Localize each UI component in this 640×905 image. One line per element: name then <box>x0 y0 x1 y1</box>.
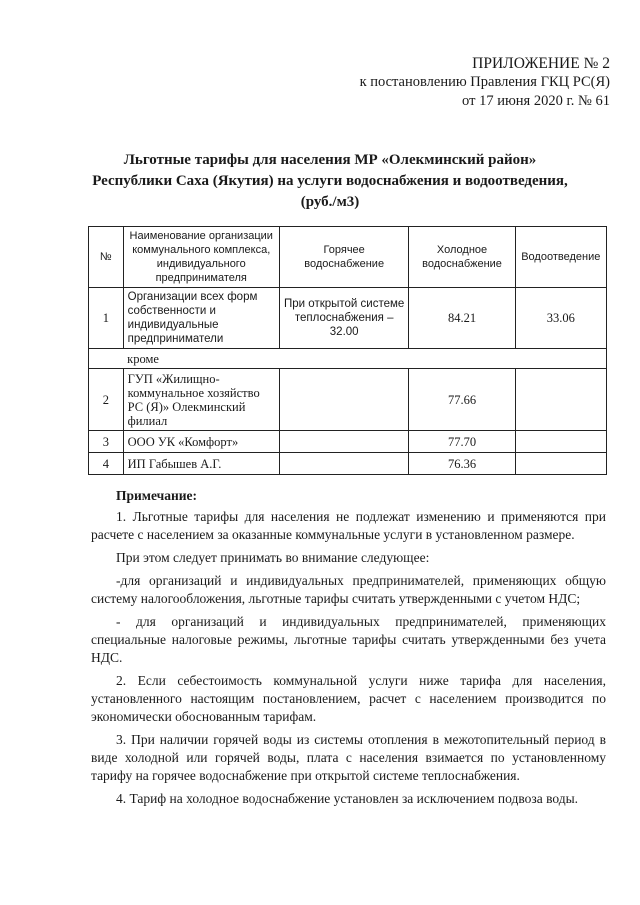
row-drainage <box>515 453 606 475</box>
row-cold-water: 84.21 <box>409 288 515 349</box>
header-org: Наименование организации коммунального комплекса, индивидуального предпринимателя <box>123 227 279 288</box>
row-cold-water: 77.70 <box>409 431 515 453</box>
row-drainage <box>515 369 606 431</box>
table-row <box>89 369 607 431</box>
table-row <box>89 431 607 453</box>
row-cold-water: 76.36 <box>409 453 515 475</box>
table-header-row <box>89 227 607 288</box>
row-hot-water <box>279 453 409 475</box>
note-paragraph-1: 1. Льготные тарифы для населения не подлежат изменению и применяются при расчете с населением за оказанные коммунальные услуги в установленном размере. <box>91 509 606 542</box>
note-paragraph-5: 2. Если себестоимость коммунальной услуги ниже тарифа для населения, установленного настоящим постановлением, расчет с населением производится по экономически обоснованным тарифам. <box>91 673 606 724</box>
row-org: ИП Габышев А.Г. <box>123 453 279 475</box>
note-paragraph-7: 4. Тариф на холодное водоснабжение установлен за исключением подвоза воды. <box>116 791 579 806</box>
row-org: Организации всех форм собственности и индивидуальные предприниматели <box>123 288 279 349</box>
row-org: ГУП «Жилищно-коммунальное хозяйство РС (Я)» Олекминский филиал <box>123 369 279 431</box>
row-num: 2 <box>89 369 124 431</box>
header-num: № <box>89 227 124 288</box>
row-hot-water: При открытой системе теплоснабжения – 32.00 <box>279 288 409 349</box>
header-hot-water: Горячее водоснабжение <box>279 227 409 288</box>
note-paragraph-4: - для организаций и индивидуальных предпринимателей, применяющих специальные налоговые режимы, льготные тарифы считать утвержденными без учета НДС. <box>91 614 606 665</box>
except-empty-cell <box>89 349 124 369</box>
row-org: ООО УК «Комфорт» <box>123 431 279 453</box>
row-num: 1 <box>89 288 124 349</box>
note-paragraph-3: -для организаций и индивидуальных предпринимателей, применяющих общую систему налогообложения, льготные тарифы считать утвержденными с учетом НДС; <box>91 573 606 606</box>
header-cold-water: Холодное водоснабжение <box>409 227 515 288</box>
note-paragraph-6: 3. При наличии горячей воды из системы отопления в межотопительный период в виде холодной или горячей воды, плата с населения взимается по установленному тарифу на горячее водоснабжение при открытой системе теплоснабжения. <box>91 732 606 783</box>
table-row <box>89 288 607 349</box>
appendix-header <box>280 54 610 111</box>
title-line-2: Республики Саха (Якутия) на услуги водоснабжения и водоотведения, <box>92 173 568 189</box>
tariff-table <box>88 226 607 475</box>
note-paragraph-2: При этом следует принимать во внимание следующее: <box>116 550 430 565</box>
except-label: кроме <box>123 349 606 369</box>
row-cold-water: 77.66 <box>409 369 515 431</box>
row-drainage <box>515 431 606 453</box>
appendix-number: ПРИЛОЖЕНИЕ № 2 <box>472 55 610 72</box>
row-num: 3 <box>89 431 124 453</box>
notes-heading: Примечание: <box>116 488 198 503</box>
row-hot-water <box>279 431 409 453</box>
header-drainage: Водоотведение <box>515 227 606 288</box>
row-drainage: 33.06 <box>515 288 606 349</box>
row-hot-water <box>279 369 409 431</box>
table-row <box>89 453 607 475</box>
title-line-1: Льготные тарифы для населения МР «Олекминский район» <box>123 152 537 168</box>
notes-section <box>91 487 606 813</box>
table-row-except <box>89 349 607 369</box>
appendix-date: от 17 июня 2020 г. № 61 <box>462 93 610 109</box>
document-title <box>70 150 590 213</box>
title-line-3: (руб./м3) <box>300 194 360 210</box>
row-num: 4 <box>89 453 124 475</box>
appendix-resolution: к постановлению Правления ГКЦ РС(Я) <box>359 74 610 90</box>
